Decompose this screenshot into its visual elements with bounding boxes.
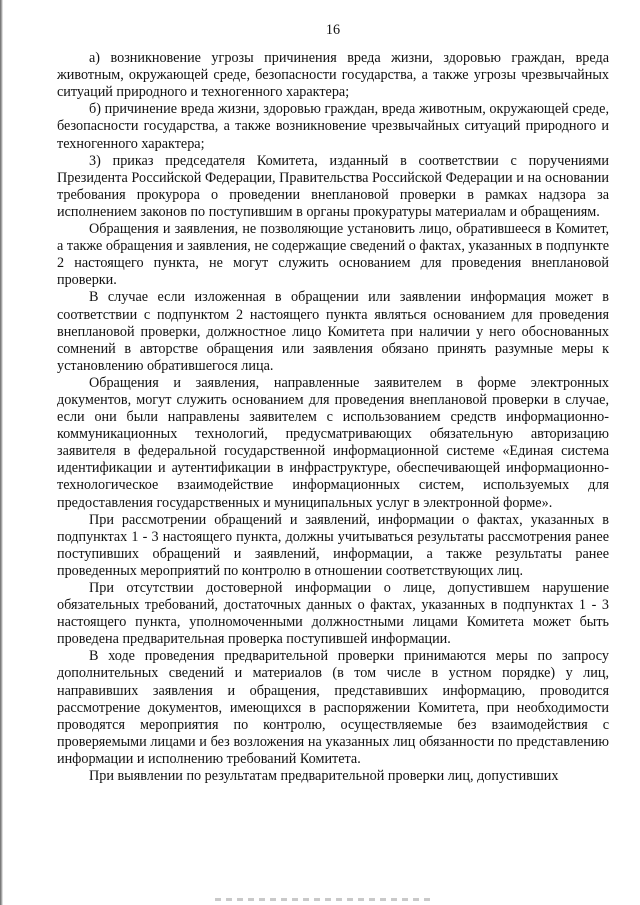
page-number: 16 <box>325 22 341 38</box>
paragraph-subitem-b: б) причинение вреда жизни, здоровью граждан, вреда животным, окружающей среде, безопасности государства, а также возникновение чрезвычайных ситуаций природного и техногенного характера; <box>57 101 609 152</box>
paragraph-check-measures: В ходе проведения предварительной проверки принимаются меры по запросу дополнительных сведений и материалов (в том числе в устном порядке) у лиц, направивших заявления и обращения, представивших информацию, проводится рассмотрение документов, имеющихся в распоряжении Комитета, при необходимости проводятся мероприятия по контролю, осуществляемые без взаимодействия с проверяемыми лицами и без возложения на указанных лиц обязанности по представлению информации и исполнению требований Комитета. <box>57 648 609 767</box>
scan-bottom-artifact <box>215 898 435 901</box>
paragraph-previous-results: При рассмотрении обращений и заявлений, информации о фактах, указанных в подпунктах 1 - 3 настоящего пункта, должны учитываться результаты рассмотрения ранее поступивших обращений и заявлений, информации, а также результаты ранее проведенных мероприятий по контролю в отношении соответствующих лиц. <box>57 511 609 579</box>
paragraph-authorship-doubts: В случае если изложенная в обращении или заявлении информация может в соответствии с подпунктом 2 настоящего пункта являться основанием для проведения внеплановой проверки, должностное лицо Комитета при наличии у него обоснованных сомнений в авторстве обращения или заявления обязано принять разумные меры к установлению обратившегося лица. <box>57 289 609 374</box>
paragraph-preliminary-check: При отсутствии достоверной информации о лице, допустившем нарушение обязательных требований, достаточных данных о фактах, указанных в подпунктах 1 - 3 настоящего пункта, уполномоченными должностными лицами Комитета может быть проведена предварительная проверка поступившей информации. <box>57 580 609 648</box>
paragraph-detection: При выявлении по результатам предварительной проверки лиц, допустивших <box>89 768 559 785</box>
document-page <box>57 22 609 785</box>
paragraph-anonymous-appeals: Обращения и заявления, не позволяющие установить лицо, обратившееся в Комитет, а также обращения и заявления, не содержащие сведений о фактах, указанных в подпункте 2 настоящего пункта, не могут служить основанием для проведения внеплановой проверки. <box>57 221 609 289</box>
scan-left-edge <box>0 0 3 905</box>
paragraph-subitem-a: а) возникновение угрозы причинения вреда жизни, здоровью граждан, вреда животным, окружающей среде, безопасности государства, а также угрозы чрезвычайных ситуаций природного и техногенного характера; <box>57 50 609 101</box>
paragraph-item-3: 3) приказ председателя Комитета, изданный в соответствии с поручениями Президента Российской Федерации, Правительства Российской Федерации и на основании требования прокурора о проведении внеплановой проверки в рамках надзора за исполнением законов по поступившим в органы прокуратуры материалам и обращениям. <box>57 152 609 220</box>
paragraph-electronic-documents: Обращения и заявления, направленные заявителем в форме электронных документов, могут служить основанием для проведения внеплановой проверки в случае, если они были направлены заявителем с использованием средств информационно-коммуникационных технологий, предусматривающих обязательную авторизацию заявителя в федеральной государственной информационной системе «Единая система идентификации и аутентификации в инфраструктуре, обеспечивающей информационно-технологическое взаимодействие информационных систем, используемых для предоставления государственных и муниципальных услуг в электронной форме». <box>57 374 609 511</box>
